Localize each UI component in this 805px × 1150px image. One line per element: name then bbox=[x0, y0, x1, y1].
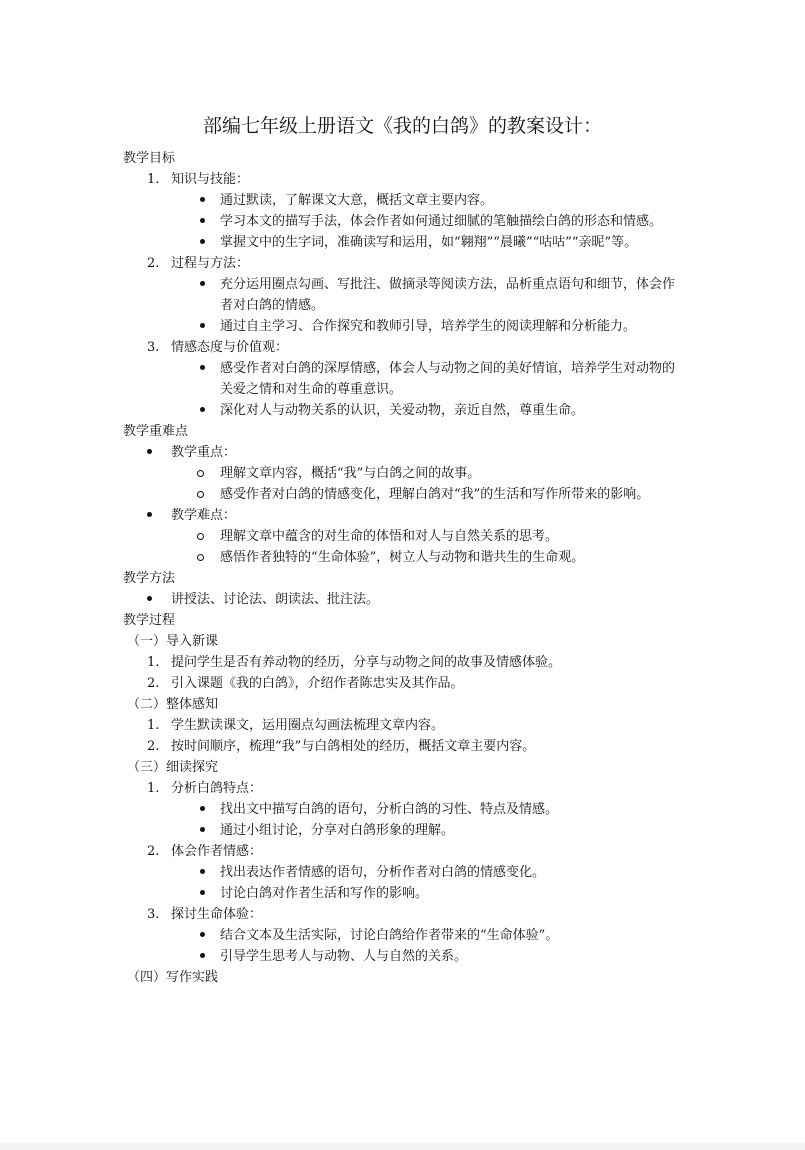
subsection-heading: （一）导入新课 bbox=[127, 634, 219, 649]
item-number: 2. bbox=[147, 844, 160, 859]
item-number: 1. bbox=[147, 718, 160, 733]
section-heading-process: 教学过程 bbox=[123, 613, 176, 628]
bullet-icon bbox=[200, 806, 205, 811]
list-item bbox=[123, 883, 683, 904]
list-item bbox=[123, 862, 683, 883]
document-content bbox=[123, 113, 683, 988]
circle-bullet-icon bbox=[197, 533, 204, 540]
bullet-icon bbox=[200, 953, 205, 958]
bullet-icon bbox=[200, 827, 205, 832]
page-title: 部编七年级上册语文《我的白鸽》的教案设计： bbox=[202, 115, 602, 137]
item-number: 1. bbox=[147, 172, 160, 187]
bullet-icon bbox=[200, 323, 205, 328]
item-label: 知识与技能： bbox=[171, 172, 250, 187]
item-label: 教学难点： bbox=[171, 508, 237, 523]
item-label: 情感态度与价值观： bbox=[171, 340, 289, 355]
bullet-icon bbox=[147, 596, 152, 601]
list-item bbox=[123, 484, 683, 505]
list-item-text: 感受作者对白鸽的情感变化，理解白鸽对“我”的生活和写作所带来的影响。 bbox=[220, 487, 650, 502]
list-item bbox=[123, 799, 683, 820]
circle-bullet-icon bbox=[197, 491, 204, 498]
list-item-text: 感悟作者独特的“生命体验”，树立人与动物和谐共生的生命观。 bbox=[220, 550, 585, 565]
list-item-text: 引导学生思考人与动物、人与自然的关系。 bbox=[220, 949, 468, 964]
list-item-text: 通过小组讨论，分享对白鸽形象的理解。 bbox=[220, 823, 455, 838]
list-item bbox=[123, 820, 683, 841]
bullet-icon bbox=[200, 197, 205, 202]
subsection-heading: （四）写作实践 bbox=[127, 970, 219, 985]
list-item-text: 通过自主学习、合作探究和教师引导，培养学生的阅读理解和分析能力。 bbox=[220, 319, 637, 334]
list-item bbox=[123, 400, 683, 421]
objective-item bbox=[123, 253, 683, 274]
list-item bbox=[123, 673, 683, 694]
circle-bullet-icon bbox=[197, 470, 204, 477]
list-item-text: 掌握文中的生字词，准确读写和运用，如“翱翔”“晨曦”“咕咕”“亲昵”等。 bbox=[220, 235, 638, 250]
list-item-text: 充分运用圈点勾画、写批注、做摘录等阅读方法，品析重点语句和细节，体会作者对白鸽的情感。 bbox=[220, 277, 676, 313]
item-number: 2. bbox=[147, 739, 160, 754]
list-item-text: 找出表达作者情感的语句，分析作者对白鸽的情感变化。 bbox=[220, 865, 546, 880]
list-item bbox=[123, 274, 683, 316]
section-heading-methods: 教学方法 bbox=[123, 571, 176, 586]
list-item-text: 找出文中描写白鸽的语句，分析白鸽的习性、特点及情感。 bbox=[220, 802, 559, 817]
list-item-text: 学习本文的描写手法，体会作者如何通过细腻的笔触描绘白鸽的形态和情感。 bbox=[220, 214, 663, 229]
item-number: 1. bbox=[147, 781, 160, 796]
list-item-text: 深化对人与动物关系的认识，关爱动物，亲近自然，尊重生命。 bbox=[220, 403, 585, 418]
list-item bbox=[123, 211, 683, 232]
list-item bbox=[123, 358, 683, 400]
list-item bbox=[123, 232, 683, 253]
item-number: 2. bbox=[147, 256, 160, 271]
item-number: 2. bbox=[147, 676, 160, 691]
list-item-text: 引入课题《我的白鸽》，介绍作者陈忠实及其作品。 bbox=[171, 676, 464, 691]
item-number: 3. bbox=[147, 907, 160, 922]
list-item bbox=[123, 778, 683, 799]
section-heading-key-points: 教学重难点 bbox=[123, 424, 189, 439]
list-item bbox=[123, 442, 683, 463]
list-item bbox=[123, 589, 683, 610]
list-item bbox=[123, 736, 683, 757]
bullet-icon bbox=[200, 365, 205, 370]
list-item bbox=[123, 463, 683, 484]
subsection-heading: （二）整体感知 bbox=[127, 697, 219, 712]
item-number: 3. bbox=[147, 340, 160, 355]
bullet-icon bbox=[200, 218, 205, 223]
list-item bbox=[123, 316, 683, 337]
list-item-text: 理解文章内容，概括“我”与白鸽之间的故事。 bbox=[220, 466, 481, 481]
list-item-text: 通过默读，了解课文大意，概括文章主要内容。 bbox=[220, 193, 494, 208]
list-item-text: 提问学生是否有养动物的经历，分享与动物之间的故事及情感体验。 bbox=[171, 655, 562, 670]
item-label: 过程与方法： bbox=[171, 256, 250, 271]
list-item-text: 讲授法、讨论法、朗读法、批注法。 bbox=[171, 592, 380, 607]
bullet-icon bbox=[147, 449, 152, 454]
bullet-icon bbox=[200, 932, 205, 937]
list-item bbox=[123, 946, 683, 967]
list-item bbox=[123, 904, 683, 925]
list-item bbox=[123, 526, 683, 547]
list-item bbox=[123, 505, 683, 526]
bullet-icon bbox=[147, 512, 152, 517]
list-item bbox=[123, 715, 683, 736]
list-item-text: 结合文本及生活实际，讨论白鸽给作者带来的“生命体验”。 bbox=[220, 928, 559, 943]
list-item-text: 理解文章中蕴含的对生命的体悟和对人与自然关系的思考。 bbox=[220, 529, 559, 544]
list-item bbox=[123, 925, 683, 946]
circle-bullet-icon bbox=[197, 554, 204, 561]
bullet-icon bbox=[200, 239, 205, 244]
item-label: 体会作者情感： bbox=[171, 844, 263, 859]
list-item-text: 按时间顺序，梳理“我”与白鸽相处的经历，概括文章主要内容。 bbox=[171, 739, 536, 754]
item-label: 探讨生命体验： bbox=[171, 907, 263, 922]
objective-item bbox=[123, 337, 683, 358]
list-item bbox=[123, 841, 683, 862]
list-item bbox=[123, 652, 683, 673]
item-label: 分析白鸽特点： bbox=[171, 781, 263, 796]
section-heading-objectives: 教学目标 bbox=[123, 151, 176, 166]
item-number: 1. bbox=[147, 655, 160, 670]
objective-item bbox=[123, 169, 683, 190]
list-item-text: 讨论白鸽对作者生活和写作的影响。 bbox=[220, 886, 429, 901]
list-item-text: 学生默读课文，运用圈点勾画法梳理文章内容。 bbox=[171, 718, 445, 733]
bullet-icon bbox=[200, 281, 205, 286]
subsection-heading: （三）细读探究 bbox=[127, 760, 219, 775]
bullet-icon bbox=[200, 407, 205, 412]
list-item bbox=[123, 190, 683, 211]
list-item bbox=[123, 547, 683, 568]
bullet-icon bbox=[200, 890, 205, 895]
item-label: 教学重点： bbox=[171, 445, 237, 460]
bullet-icon bbox=[200, 869, 205, 874]
list-item-text: 感受作者对白鸽的深厚情感，体会人与动物之间的美好情谊，培养学生对动物的关爱之情和对生命的尊重意识。 bbox=[220, 361, 676, 397]
